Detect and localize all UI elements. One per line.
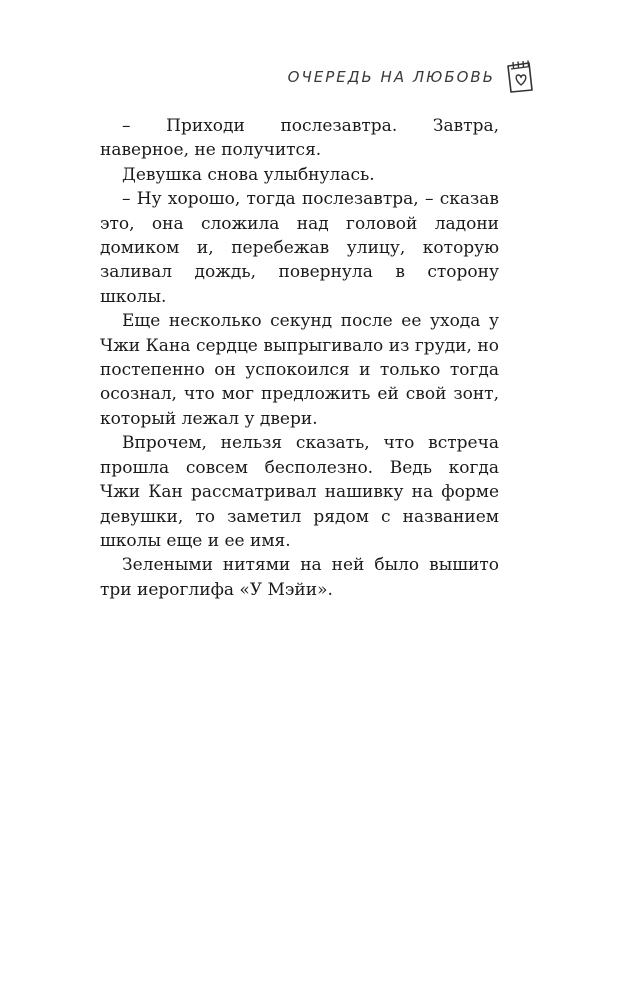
paragraph: Еще несколько секунд после ее ухода у Чжи Кана сердце выпрыгивало из груди, но постепенно он успокоился и только тогда осознал, что мог предложить ей свой зонт, который лежал у двери. <box>100 311 499 429</box>
running-header <box>288 60 535 94</box>
body-text <box>100 114 499 602</box>
notepad-heart-icon <box>505 60 535 94</box>
paragraph: Впрочем, нельзя сказать, что встреча прошла совсем бесполезно. Ведь когда Чжи Кан рассматривал нашивку на форме девушки, то заметил рядом с названием школы еще и ее имя. <box>100 433 499 551</box>
paragraph: Зелеными нитями на ней было вышито три иероглифа «У Мэйи». <box>100 555 499 600</box>
paragraph: Девушка снова улыбнулась. <box>122 164 375 185</box>
paragraph: – Приходи послезавтра. Завтра, наверное, не получится. <box>100 116 499 161</box>
running-title: ОЧЕРЕДЬ НА ЛЮБОВЬ <box>287 68 495 86</box>
paragraph: – Ну хорошо, тогда послезавтра, – сказав это, она сложила над головой ладони домиком и, перебежав улицу, которую заливал дождь, повернула в сторону школы. <box>100 189 499 307</box>
